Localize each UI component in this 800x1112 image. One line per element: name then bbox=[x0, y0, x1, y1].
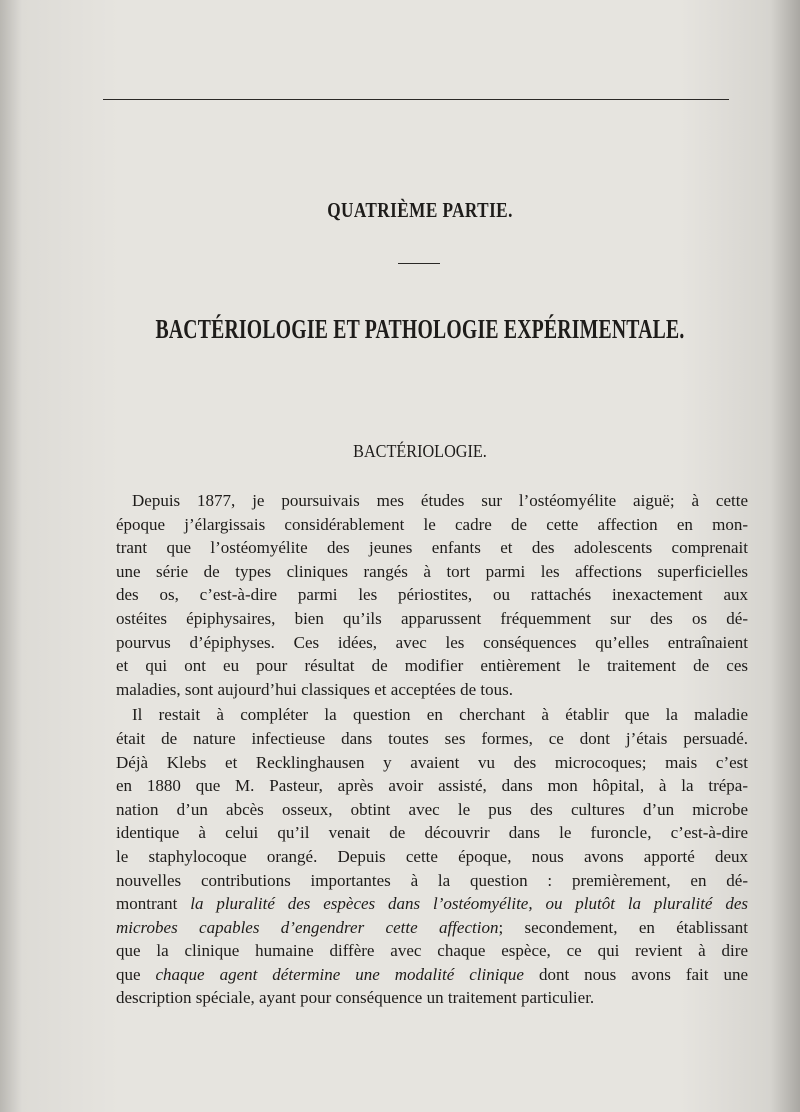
text-line: était de nature infectieuse dans toutes ses formes, ce dont j’étais persuadé. bbox=[116, 728, 748, 748]
paragraph-2 bbox=[116, 703, 748, 1010]
text-segment: ; secondement, en établissant bbox=[498, 917, 748, 937]
text-line bbox=[116, 963, 748, 987]
text-line: époque j’élargissais considérablement le cadre de cette affection en mon- bbox=[116, 514, 748, 534]
text-line: et qui ont eu pour résultat de modifier entièrement le traitement de ces bbox=[116, 656, 748, 676]
text-segment: que bbox=[116, 964, 156, 984]
text-line: pourvus d’épiphyses. Ces idées, avec les conséquences qu’elles entraînaient bbox=[116, 632, 748, 652]
text-line: identique à celui qu’il venait de découvrir dans le furoncle, c’est-à-dire bbox=[116, 823, 748, 843]
text-line: Depuis 1877, je poursuivais mes études sur l’ostéomyélite aiguë; à cette bbox=[132, 491, 748, 510]
section-title: BACTÉRIOLOGIE ET PATHOLOGIE EXPÉRIMENTALE. bbox=[155, 314, 685, 344]
title-divider bbox=[398, 263, 440, 264]
text-line: Il restait à compléter la question en cherchant à établir que la maladie bbox=[132, 705, 748, 725]
part-title: QUATRIÈME PARTIE. bbox=[327, 198, 513, 222]
text-line: en 1880 que M. Pasteur, après avoir assisté, dans mon hôpital, à la trépa- bbox=[116, 776, 748, 796]
subsection-title: BACTÉRIOLOGIE. bbox=[353, 441, 487, 461]
body-text bbox=[116, 489, 748, 1010]
italic-segment: la pluralité des espèces dans l’ostéomyélite, ou plutôt la pluralité des bbox=[190, 894, 748, 914]
text-line: nation d’un abcès osseux, obtint avec le pus des cultures d’un microbe bbox=[116, 799, 748, 819]
italic-segment: microbes capables d’engendrer cette affection bbox=[116, 917, 499, 937]
text-line: le staphylocoque orangé. Depuis cette époque, nous avons apporté deux bbox=[116, 846, 748, 866]
paragraph-1 bbox=[116, 489, 748, 701]
bleed-through-shadow bbox=[105, 104, 725, 464]
text-line: des os, c’est-à-dire parmi les périostites, ou rattachés inexactement aux bbox=[116, 585, 748, 605]
text-segment: dont nous avons fait une bbox=[523, 964, 749, 984]
text-segment: montrant bbox=[116, 894, 191, 914]
header-rule bbox=[103, 99, 729, 100]
italic-segment: chaque agent détermine une modalité clinique bbox=[155, 964, 524, 984]
text-line: que la clinique humaine diffère avec chaque espèce, ce qui revient à dire bbox=[116, 941, 748, 961]
text-line: trant que l’ostéomyélite des jeunes enfants et des adolescents comprenait bbox=[116, 538, 748, 558]
text-line: description spéciale, ayant pour conséquence un traitement particulier. bbox=[116, 988, 595, 1008]
text-line bbox=[116, 892, 748, 916]
text-line: une série de types cliniques rangés à tort parmi les affections superficielles bbox=[116, 561, 748, 581]
text-line: ostéites épiphysaires, bien qu’ils apparussent fréquemment sur des os dé- bbox=[116, 608, 748, 628]
text-line: nouvelles contributions importantes à la question : premièrement, en dé- bbox=[116, 870, 748, 890]
text-line: Déjà Klebs et Recklinghausen y avaient vu des microcoques; mais c’est bbox=[116, 752, 748, 772]
text-line: maladies, sont aujourd’hui classiques et acceptées de tous. bbox=[116, 679, 514, 699]
text-line bbox=[116, 916, 748, 940]
